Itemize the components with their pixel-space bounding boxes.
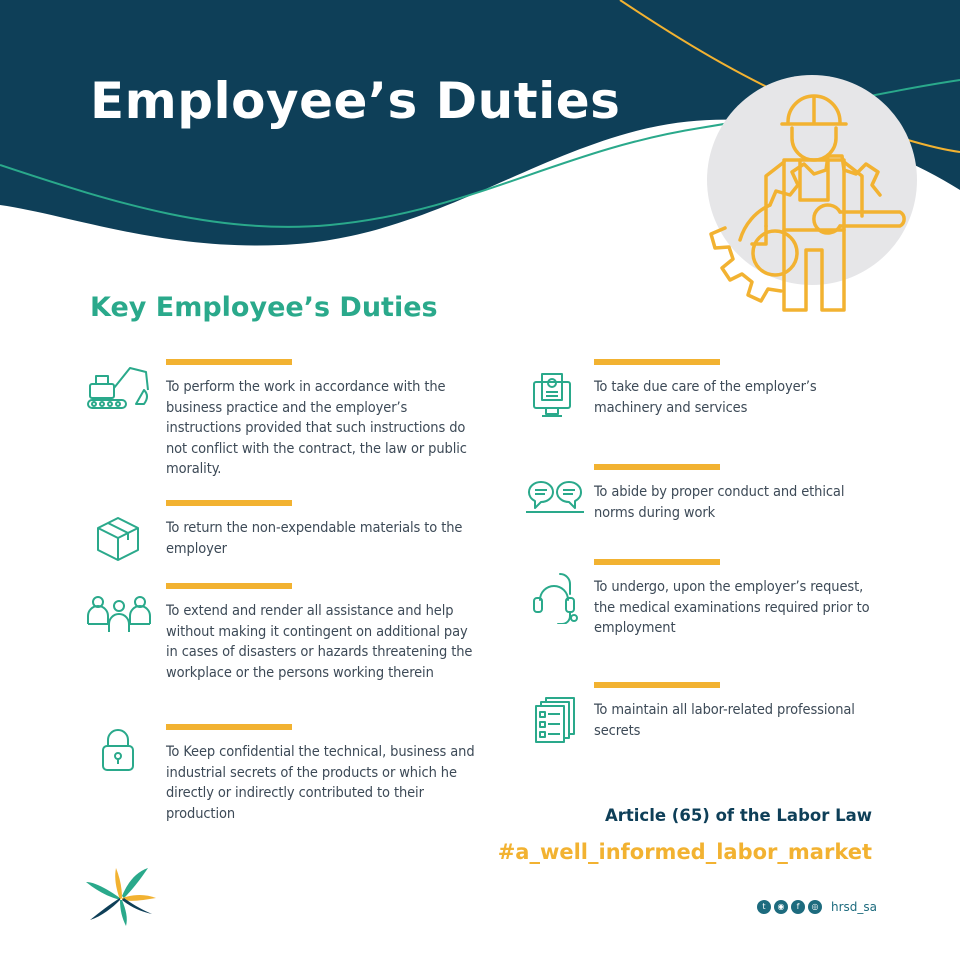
snapchat-icon[interactable]: ◉ [774, 900, 788, 914]
duty-text: To undergo, upon the employer’s request, the medical examinations required prior to employment [594, 579, 870, 636]
files-icon [534, 696, 576, 744]
duty-text: To maintain all labor-related professional secrets [594, 702, 855, 739]
duty-divider [166, 500, 292, 506]
duty-divider [594, 559, 720, 565]
duty-item [594, 464, 884, 523]
duty-item [594, 682, 884, 741]
duty-divider [594, 359, 720, 365]
duty-text: To abide by proper conduct and ethical norms during work [594, 484, 845, 521]
duty-text: To perform the work in accordance with the business practice and the employer’s instructions provided that such instructions do not conflict with the contract, the law or public morality. [166, 379, 467, 477]
people-group-icon [86, 594, 152, 636]
duty-divider [166, 583, 292, 589]
duty-item [166, 359, 476, 480]
social-handle[interactable]: hrsd_sa [831, 900, 878, 914]
padlock-icon [100, 728, 136, 772]
section-title: Key Employee’s Duties [90, 292, 438, 323]
social-links [757, 900, 877, 914]
duty-item [594, 559, 884, 639]
duty-divider [166, 724, 292, 730]
duty-item [594, 359, 884, 418]
duty-divider [594, 682, 720, 688]
duty-text: To Keep confidential the technical, business and industrial secrets of the products or which he directly or indirectly contributed to their production [166, 744, 475, 822]
stethoscope-icon [530, 570, 578, 624]
duty-text: To return the non-expendable materials to the employer [166, 520, 463, 557]
excavator-icon [86, 362, 154, 414]
box-icon [94, 514, 142, 562]
duty-text: To take due care of the employer’s machinery and services [594, 379, 817, 416]
instagram-icon[interactable]: ◎ [808, 900, 822, 914]
duty-item [166, 500, 476, 559]
article-reference: Article (65) of the Labor Law [604, 806, 872, 825]
duty-item [166, 724, 486, 824]
ministry-logo [86, 868, 156, 926]
duty-divider [166, 359, 292, 365]
duty-divider [594, 464, 720, 470]
twitter-icon[interactable]: t [757, 900, 771, 914]
page-title: Employee’s Duties [90, 72, 621, 130]
worker-illustration [700, 70, 930, 330]
facebook-icon[interactable]: f [791, 900, 805, 914]
hashtag[interactable]: #a_well_informed_labor_market [497, 840, 872, 864]
duty-text: To extend and render all assistance and help without making it contingent on additional pay in cases of disasters or hazards threatening the workplace or the persons working therein [166, 603, 473, 681]
computer-document-icon [530, 372, 574, 420]
duty-item [166, 583, 476, 683]
chat-bubbles-icon [526, 478, 584, 516]
